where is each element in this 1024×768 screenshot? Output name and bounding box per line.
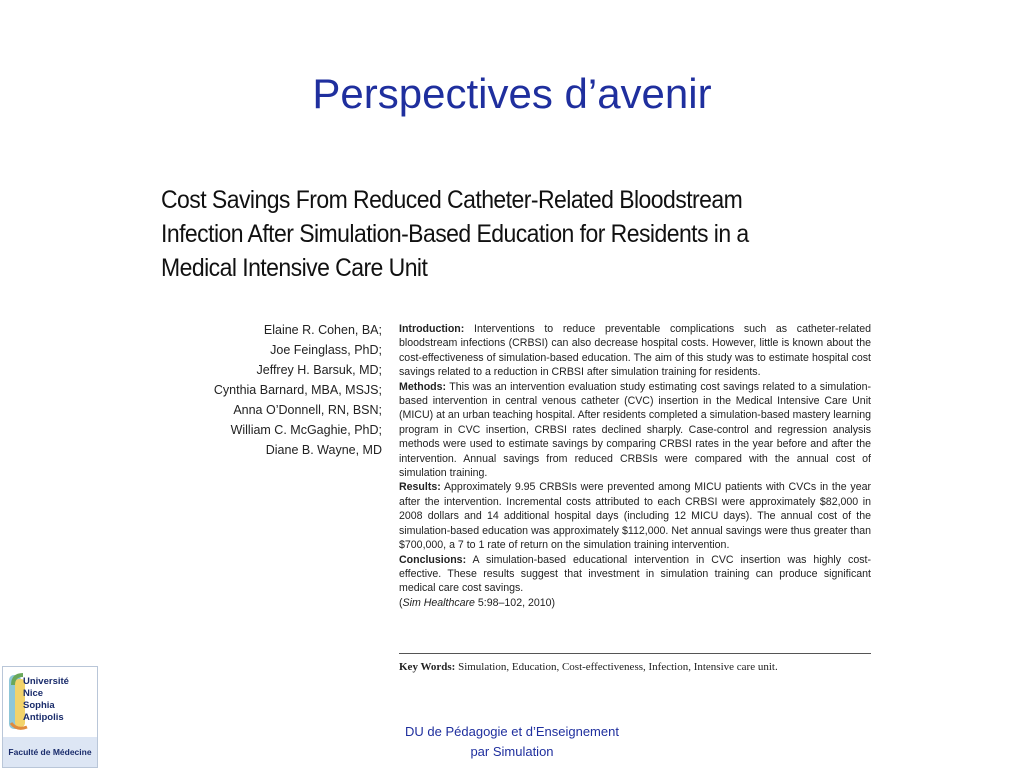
citation-details: 5:98–102, 2010) [477, 596, 556, 609]
abstract-introduction [399, 322, 871, 380]
abstract-results [399, 480, 871, 552]
paper-title: Cost Savings From Reduced Catheter-Related Bloodstream Infection After Simulation-Based Education for Residents in a Medical Intensive Care Unit [161, 186, 749, 282]
footer-line-2: par Simulation [470, 744, 554, 759]
introduction-text: Interventions to reduce preventable complications such as catheter-related bloodstream infections (CRBSI) can also decrease hospital costs. However, little is known about the cost-effectiveness of simulation-based education. The aim of this study was to estimate hospital cost savings related to a reduction in CRBSI after simulation training for residents. [399, 323, 871, 379]
abstract-methods [399, 380, 871, 481]
university-logo [2, 666, 98, 768]
conclusions-label: Conclusions: [399, 553, 467, 566]
methods-label: Methods: [399, 380, 447, 393]
author-name: Jeffrey H. Barsuk, MD; [256, 363, 382, 377]
footer [362, 722, 662, 762]
conclusions-text: A simulation-based educational intervention in CVC insertion was highly cost-effective. These results suggest that investment in simulation training can produce significant medical care cost savings. [399, 553, 871, 595]
footer-line-1: DU de Pédagogie et d’Enseignement [405, 724, 619, 739]
keywords-label: Key Words: [399, 661, 456, 673]
faculty-label: Faculté de Médecine [3, 737, 97, 767]
author-name: Diane B. Wayne, MD [265, 443, 382, 457]
results-label: Results: [399, 481, 441, 494]
logo-line-sophia: Sophia Antipolis [23, 700, 64, 723]
introduction-label: Introduction: [399, 323, 465, 335]
slide-title: Perspectives d’avenir [312, 70, 712, 117]
citation-journal: Sim Healthcare [402, 596, 475, 609]
author-name: William C. McGaghie, PhD; [230, 423, 382, 437]
citation: (Sim Healthcare 5:98–102, 2010) [399, 596, 556, 609]
author-name: Anna O’Donnell, RN, BSN; [233, 403, 382, 417]
author-list [150, 320, 382, 460]
abstract-conclusions [399, 553, 871, 596]
logo-line-nice: Nice [23, 688, 44, 699]
keywords [399, 661, 871, 673]
logo-line-universite: Université [23, 676, 69, 687]
author-name: Elaine R. Cohen, BA; [263, 323, 382, 337]
author-name: Joe Feinglass, PhD; [270, 343, 382, 357]
author-name: Cynthia Barnard, MBA, MSJS; [213, 383, 382, 397]
keywords-divider [399, 653, 871, 654]
results-text: Approximately 9.95 CRBSIs were prevented among MICU patients with CVCs in the year after the intervention. Incremental costs attributed to each CRBSI were approximately $82,000 in 2008 dollars and 14 additional hospital days (including 12 MICU days). The annual cost of the simulation-based education was approximately $112,000. Net annual savings were thus greater than $700,000, a 7 to 1 rate of return on the simulation training intervention. [399, 481, 872, 552]
logo-text [23, 676, 97, 724]
logo-emblem [3, 667, 97, 737]
methods-text: This was an intervention evaluation study estimating cost savings related to a simulation-based intervention in central venous catheter (CVC) insertion in the Medical Intensive Care Unit (MICU) at an urban teaching hospital. After residents completed a simulation-based mastery learning program in CVC insertion, CRBSI rates declined sharply. Case-control and regression analysis methods were used to estimate savings by comparing CRBSI rates in the year before and after the intervention. Annual savings from reduced CRBSIs were compared with the annual cost of simulation training. [399, 380, 871, 480]
keywords-text: Simulation, Education, Cost-effectiveness, Infection, Intensive care unit. [458, 661, 778, 673]
abstract [399, 322, 871, 610]
